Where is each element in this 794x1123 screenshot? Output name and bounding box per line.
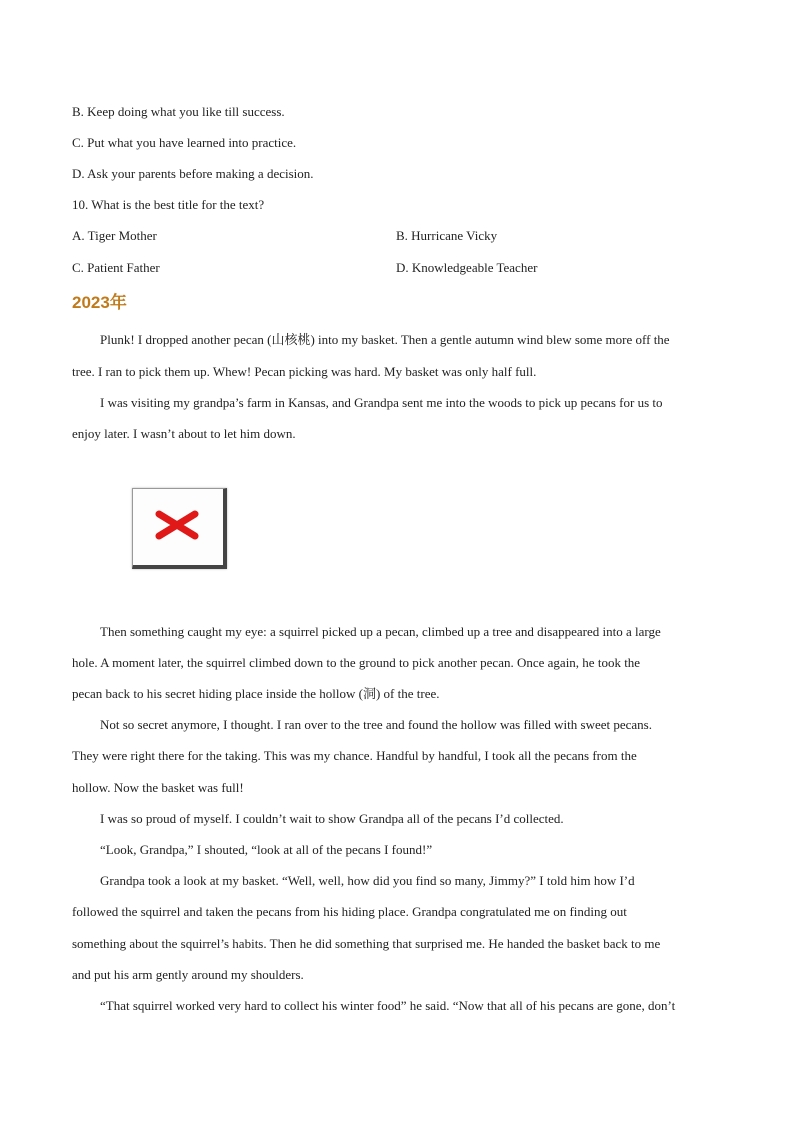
- passage-line: I was so proud of myself. I couldn’t wait to show Grandpa all of the pecans I’d collected.: [100, 811, 564, 826]
- question-10: 10. What is the best title for the text?: [72, 197, 265, 212]
- passage-line: tree. I ran to pick them up. Whew! Pecan picking was hard. My basket was only half full.: [72, 364, 537, 379]
- passage-line: “That squirrel worked very hard to collect his winter food” he said. “Now that all of his pecans are gone, don’t: [100, 998, 676, 1013]
- passage-line: Plunk! I dropped another pecan (山核桃) into my basket. Then a gentle autumn wind blew some more off the: [100, 332, 670, 347]
- passage-line: something about the squirrel’s habits. Then he did something that surprised me. He handed the basket back to me: [72, 936, 661, 951]
- question-10-choice-d: D. Knowledgeable Teacher: [396, 260, 538, 275]
- question-10-choice-a: A. Tiger Mother: [72, 228, 157, 243]
- broken-image-placeholder: [132, 488, 227, 569]
- passage-line: and put his arm gently around my shoulders.: [72, 967, 304, 982]
- passage-line: Not so secret anymore, I thought. I ran over to the tree and found the hollow was filled with sweet pecans.: [100, 717, 652, 732]
- passage-line: Then something caught my eye: a squirrel picked up a pecan, climbed up a tree and disappeared into a large: [100, 624, 661, 639]
- passage-line: enjoy later. I wasn’t about to let him down.: [72, 426, 296, 441]
- option-b: B. Keep doing what you like till success.: [72, 104, 285, 119]
- passage-line: pecan back to his secret hiding place inside the hollow (洞) of the tree.: [72, 686, 440, 701]
- passage-line: followed the squirrel and taken the pecans from his hiding place. Grandpa congratulated me on finding out: [72, 904, 627, 919]
- passage-line: I was visiting my grandpa’s farm in Kansas, and Grandpa sent me into the woods to pick up pecans for us to: [100, 395, 663, 410]
- passage-line: hollow. Now the basket was full!: [72, 780, 244, 795]
- passage-line: hole. A moment later, the squirrel climbed down to the ground to pick another pecan. Once again, he took the: [72, 655, 641, 670]
- passage-line: They were right there for the taking. This was my chance. Handful by handful, I took all the pecans from the: [72, 748, 637, 763]
- question-10-choice-b: B. Hurricane Vicky: [396, 228, 498, 243]
- question-10-choice-c: C. Patient Father: [72, 260, 160, 275]
- passage-line: “Look, Grandpa,” I shouted, “look at all of the pecans I found!”: [100, 842, 433, 857]
- option-c: C. Put what you have learned into practice.: [72, 135, 297, 150]
- section-heading: 2023年: [72, 293, 127, 312]
- option-d: D. Ask your parents before making a decision.: [72, 166, 314, 181]
- passage-line: Grandpa took a look at my basket. “Well, well, how did you find so many, Jimmy?” I told him how I’d: [100, 873, 635, 888]
- broken-image-icon: [155, 508, 199, 542]
